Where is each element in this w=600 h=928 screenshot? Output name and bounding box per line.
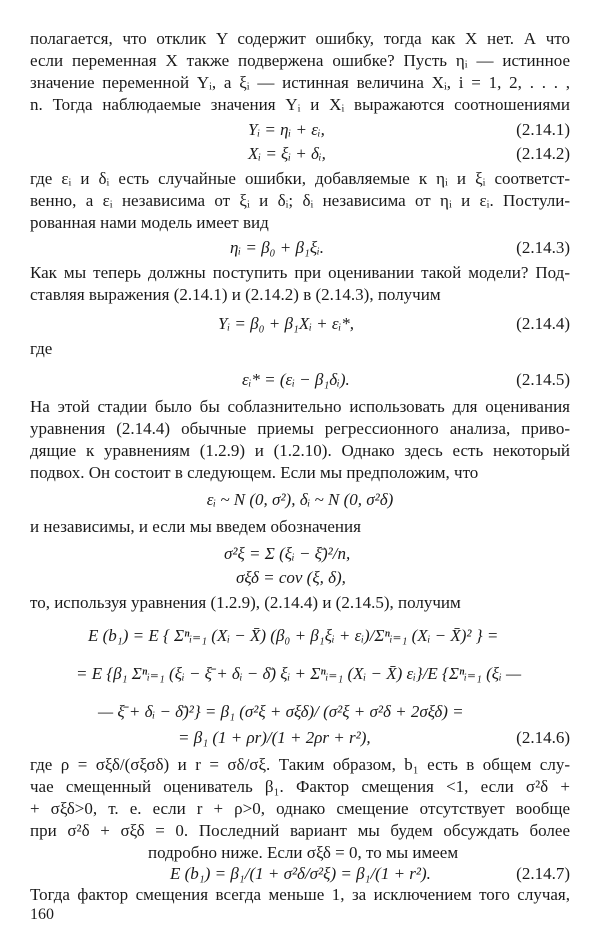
distribution-formula: εᵢ ~ N (0, σ²), δᵢ ~ N (0, σ²δ) xyxy=(206,490,394,509)
text-line: то, используя уравнения (1.2.9), (2.14.4) и (2.14.5), получим xyxy=(30,593,461,612)
equation-2-14-5: εᵢ* = (εᵢ − β₁δᵢ). (2.14.5) xyxy=(242,370,570,389)
page-number: 160 xyxy=(30,906,54,923)
text-line: Тогда фактор смещения всегда меньше 1, за исключением того случая, xyxy=(30,885,570,904)
text-line: подвох. Он состоит в следующем. Если мы предположим, что xyxy=(30,463,479,482)
text-line: где εᵢ и δᵢ есть случайные ошибки, добавляемые к ηᵢ и ξᵢ соответст- xyxy=(30,169,570,188)
equation-2-14-3: ηᵢ = β₀ + β₁ξᵢ. (2.14.3) xyxy=(230,238,570,257)
text-line: где ρ = σξδ/(σξσδ) и r = σδ/σξ. Таким образом, b₁ есть в общем слу- xyxy=(30,755,570,774)
equation-2-14-6-line1: E (b₁) = E { Σⁿᵢ₌₁ (Xᵢ − X̄) (β₀ + β₁ξᵢ + εᵢ)/Σⁿᵢ₌₁ (Xᵢ − X̄)² } = xyxy=(88,626,499,645)
equation-2-14-6-line3: — ξ̄ + δᵢ − δ̄)²} = β₁ (σ²ξ + σξδ)/ (σ²ξ + σ²δ + 2σξδ) = xyxy=(98,702,464,721)
text-line: где xyxy=(30,339,53,358)
text-line: дящие к уравнениям (1.2.9) и (1.2.10). Однако здесь есть некоторый xyxy=(30,441,570,460)
text-line: + σξδ>0, т. е. если r + ρ>0, однако смещение отсутствует вообще xyxy=(30,799,570,818)
text-line: и независимы, и если мы введем обозначения xyxy=(30,517,361,536)
text-line: Как мы теперь должны поступить при оценивании такой модели? Под- xyxy=(30,263,570,282)
text-line: ставляя выражения (2.14.1) и (2.14.2) в (2.14.3), получим xyxy=(30,285,441,304)
text-line: значение переменной Yᵢ, а ξᵢ — истинная величина Xᵢ, i = 1, 2, . . . , xyxy=(30,73,570,92)
text-line: рованная нами модель имеет вид xyxy=(30,213,269,232)
equation-2-14-2: Xᵢ = ξᵢ + δᵢ, (2.14.2) xyxy=(248,144,570,163)
text-line: если переменная X также подвержена ошибке? Пусть ηᵢ — истинное xyxy=(30,51,570,70)
equation-2-14-6-line2: = E {β₁ Σⁿᵢ₌₁ (ξᵢ − ξ̄ + δᵢ − δ̄) ξᵢ + Σⁿᵢ₌₁ (Xᵢ − X̄) εᵢ}/E {Σⁿᵢ₌₁ (ξᵢ — xyxy=(76,664,522,683)
text-line: полагается, что отклик Y содержит ошибку, тогда как X нет. А что xyxy=(30,29,570,48)
text-line: при σ²δ + σξδ = 0. Последний вариант мы будем обсуждать более xyxy=(30,821,570,840)
equation-2-14-6-line4: = β₁ (1 + ρr)/(1 + 2ρr + r²), (2.14.6) xyxy=(178,728,570,747)
equation-2-14-4: Yᵢ = β₀ + β₁Xᵢ + εᵢ*, (2.14.4) xyxy=(218,314,570,333)
text-line: n. Тогда наблюдаемые значения Yᵢ и Xᵢ выражаются соотношениями xyxy=(30,95,570,114)
equation-2-14-1: Yᵢ = ηᵢ + εᵢ, (2.14.1) xyxy=(248,120,570,139)
text-line: уравнения (2.14.4) обычные приемы регрессионного анализа, приво- xyxy=(30,419,570,438)
text-line: чае смещенный оцениватель β₁. Фактор смещения <1, если σ²δ + xyxy=(30,777,570,796)
equation-2-14-7: E (b₁) = β₁/(1 + σ²δ/σ²ξ) = β₁/(1 + r²). (2.14.7) xyxy=(170,864,570,883)
text-line: подробно ниже. Если σξδ = 0, то мы имеем xyxy=(148,843,459,862)
sigma-definition: σ²ξ = Σ (ξᵢ − ξ̄)²/n, xyxy=(224,544,351,563)
sigma-cov-definition: σξδ = cov (ξ, δ), xyxy=(236,568,346,587)
text-line: На этой стадии было бы соблазнительно использовать для оценивания xyxy=(30,397,570,416)
text-line: венно, а εᵢ независима от ξᵢ и δᵢ; δᵢ независима от ηᵢ и εᵢ. Постули- xyxy=(30,191,570,210)
